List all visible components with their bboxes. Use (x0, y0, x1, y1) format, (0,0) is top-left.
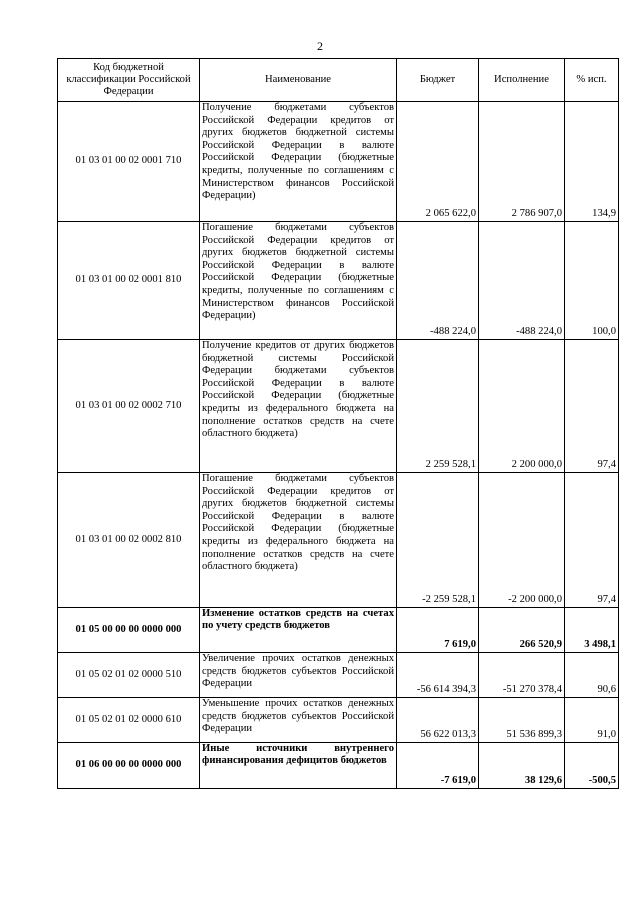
header-code: Код бюджетной классификации Российской Федерации (58, 59, 200, 102)
row-execution: 266 520,9 (479, 608, 565, 653)
row-name: Погашение бюджетами субъектов Российской Федерации кредитов от других бюджетов бюджетной системы Российской Федерации в валюте Российской Федерации (бюджетные кредиты, полученные по соглашениям с Министерством финансов Российской Федерации) (200, 222, 397, 340)
row-budget: -2 259 528,1 (397, 473, 479, 608)
header-budget: Бюджет (397, 59, 479, 102)
table-row (58, 102, 619, 222)
row-budget: -7 619,0 (397, 743, 479, 789)
row-code: 01 06 00 00 00 0000 000 (58, 743, 200, 789)
row-execution: -51 270 378,4 (479, 653, 565, 698)
row-percent: 97,4 (565, 473, 619, 608)
row-name: Получение бюджетами субъектов Российской Федерации кредитов от других бюджетов бюджетной системы Российской Федерации в валюте Российской Федерации (бюджетные кредиты, полученные по соглашениям с Министерством финансов Российской Федерации) (200, 102, 397, 222)
header-execution: Исполнение (479, 59, 565, 102)
row-percent: -500,5 (565, 743, 619, 789)
row-execution: 2 200 000,0 (479, 340, 565, 473)
page-number: 2 (317, 39, 323, 53)
row-code: 01 03 01 00 02 0002 810 (58, 473, 200, 608)
row-percent: 3 498,1 (565, 608, 619, 653)
row-code: 01 03 01 00 02 0002 710 (58, 340, 200, 473)
row-execution: 38 129,6 (479, 743, 565, 789)
row-execution: 51 536 899,3 (479, 698, 565, 743)
table-row (58, 222, 619, 340)
row-code: 01 03 01 00 02 0001 810 (58, 222, 200, 340)
row-percent: 100,0 (565, 222, 619, 340)
row-execution: 2 786 907,0 (479, 102, 565, 222)
table-row (58, 743, 619, 789)
row-percent: 91,0 (565, 698, 619, 743)
table-row (58, 473, 619, 608)
row-name: Получение кредитов от других бюджетов бюджетной системы Российской Федерации бюджетами субъектов Российской Федерации в валюте Российской Федерации (бюджетные кредиты из федерального бюджета на пополнение остатков средств на счете областного бюджета) (200, 340, 397, 473)
table-row (58, 653, 619, 698)
row-name: Изменение остатков средств на счетах по учету средств бюджетов (200, 608, 397, 653)
row-percent: 90,6 (565, 653, 619, 698)
row-budget: 7 619,0 (397, 608, 479, 653)
table-header-row (58, 59, 619, 102)
row-budget: 2 065 622,0 (397, 102, 479, 222)
row-execution: -2 200 000,0 (479, 473, 565, 608)
row-name: Погашение бюджетами субъектов Российской Федерации кредитов от других бюджетов бюджетной системы Российской Федерации в валюте Российской Федерации (бюджетные кредиты из федерального бюджета на пополнение остатков средств на счете областного бюджета) (200, 473, 397, 608)
row-code: 01 05 00 00 00 0000 000 (58, 608, 200, 653)
row-name: Иные источники внутреннего финансирования дефицитов бюджетов (200, 743, 397, 789)
row-code: 01 05 02 01 02 0000 510 (58, 653, 200, 698)
table-row (58, 698, 619, 743)
header-name: Наименование (200, 59, 397, 102)
header-percent: % исп. (565, 59, 619, 102)
row-budget: 56 622 013,3 (397, 698, 479, 743)
table-row (58, 608, 619, 653)
row-budget: -56 614 394,3 (397, 653, 479, 698)
row-name: Увеличение прочих остатков денежных средств бюджетов субъектов Российской Федерации (200, 653, 397, 698)
row-budget: 2 259 528,1 (397, 340, 479, 473)
table-row (58, 340, 619, 473)
row-code: 01 05 02 01 02 0000 610 (58, 698, 200, 743)
row-budget: -488 224,0 (397, 222, 479, 340)
row-percent: 97,4 (565, 340, 619, 473)
row-execution: -488 224,0 (479, 222, 565, 340)
row-name: Уменьшение прочих остатков денежных средств бюджетов субъектов Российской Федерации (200, 698, 397, 743)
budget-sources-table (57, 58, 619, 789)
row-percent: 134,9 (565, 102, 619, 222)
row-code: 01 03 01 00 02 0001 710 (58, 102, 200, 222)
